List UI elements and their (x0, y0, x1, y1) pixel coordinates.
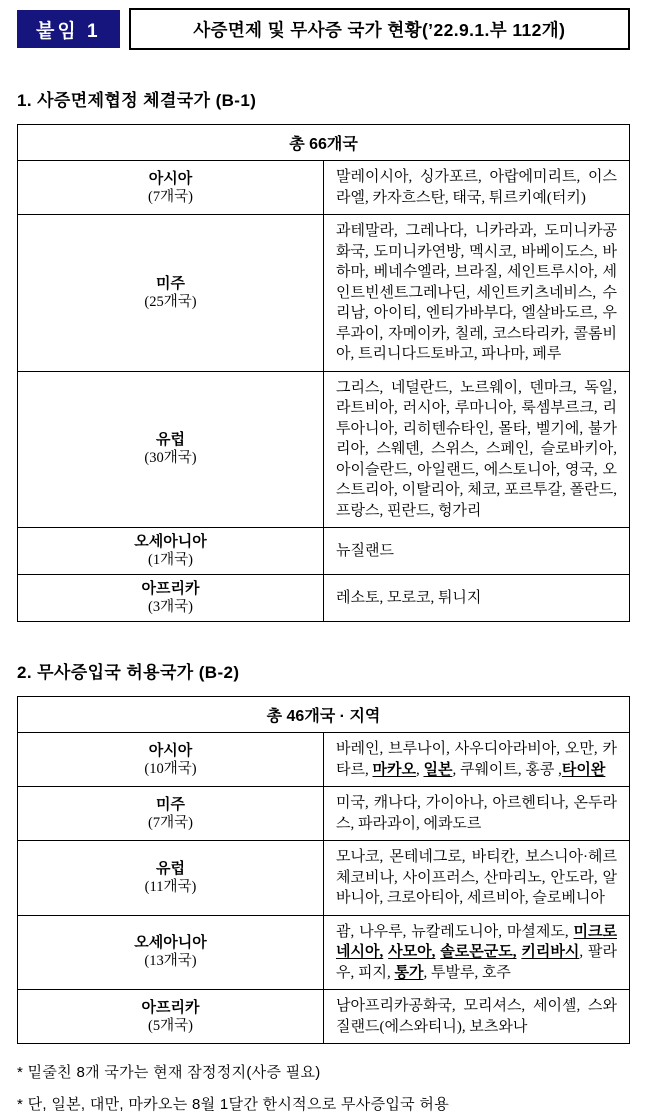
suspended-country: 솔로몬군도, (440, 944, 517, 960)
region-count: (7개국) (148, 188, 193, 205)
document-header (17, 8, 630, 50)
table-row (18, 787, 630, 841)
section (17, 658, 630, 1044)
region-cell (18, 990, 324, 1044)
table-row (18, 371, 630, 528)
table-row (18, 733, 630, 787)
country-text: , 팔라우, 피지, (336, 944, 617, 981)
region-name: 아프리카 (141, 580, 200, 597)
country-text: , 쿠웨이트, 홍콩 , (452, 761, 562, 778)
country-text: 그리스, 네덜란드, 노르웨이, 덴마크, 독일, 라트비아, 러시아, 루마니아, 룩셈부르크, 리투아니아, 리히텐슈타인, 몰타, 벨기에, 불가리아, 스웨덴, 스위스, 스페인, 슬로바키아, 아이슬란드, 아일랜드, 에스토니아, 영국, 오스트리아, 이탈리아, 체코, 포르투갈, 폴란드, 프랑스, 핀란드, 헝가리 (336, 379, 617, 519)
table-row (18, 528, 630, 575)
region-cell (18, 371, 324, 528)
table-header-row (18, 125, 630, 161)
country-text: 레소토, 모로코, 튀니지 (336, 589, 482, 606)
country-text: 남아프리카공화국, 모리셔스, 세이셸, 스와질랜드(에스와티니), 보츠와나 (336, 998, 617, 1035)
sections-container (17, 86, 630, 1044)
region-name: 미주 (156, 274, 185, 292)
suspended-country: 일본 (423, 761, 453, 778)
suspended-country: 사모아, (388, 944, 436, 960)
region-count: (25개국) (144, 293, 197, 310)
footnote: * 밑줄친 8개 국가는 현재 잠정정지(사증 필요) (17, 1064, 321, 1081)
country-text: , (415, 761, 424, 778)
suspended-country: 통가 (394, 964, 424, 981)
region-name: 미주 (156, 795, 185, 813)
region-count: (10개국) (144, 760, 197, 777)
region-count: (11개국) (144, 878, 197, 895)
region-count: (30개국) (144, 450, 197, 467)
table-row (18, 915, 630, 990)
table-row (18, 161, 630, 215)
footnotes (17, 1061, 630, 1114)
region-name: 오세아니아 (134, 533, 207, 550)
region-cell (18, 915, 324, 990)
country-table (17, 124, 630, 622)
section-heading: 1. 사증면제협정 체결국가 (B-1) (17, 91, 257, 110)
table-row (18, 575, 630, 622)
table-row (18, 841, 630, 916)
country-table (17, 696, 630, 1044)
suspended-country: 타이완 (561, 761, 606, 778)
countries-cell (324, 915, 630, 990)
table-row (18, 215, 630, 372)
region-cell (18, 528, 324, 575)
countries-cell (324, 841, 630, 916)
region-cell (18, 161, 324, 215)
suspended-country: 미크로네시아, (336, 923, 617, 960)
region-name: 유럽 (156, 431, 185, 449)
table-total-header: 총 46개국 · 지역 (18, 697, 630, 733)
countries-cell (324, 733, 630, 787)
suspended-country: 키리바시 (521, 944, 580, 960)
section-heading: 2. 무사증입국 허용국가 (B-2) (17, 663, 240, 682)
countries-cell (324, 575, 630, 622)
section (17, 86, 630, 622)
document-title: 사증면제 및 무사증 국가 현황(’22.9.1.부 112개) (129, 8, 630, 50)
region-name: 아시아 (148, 741, 193, 759)
countries-cell (324, 787, 630, 841)
region-cell (18, 787, 324, 841)
country-text: 모나코, 몬테네그로, 바티칸, 보스니아·헤르체코비나, 사이프러스, 산마리노, 안도라, 알바니아, 크로아티아, 세르비아, 슬로베니아 (336, 849, 617, 906)
table-header-row (18, 697, 630, 733)
footnote: * 단, 일본, 대만, 마카오는 8월 1달간 한시적으로 무사증입국 허용 (17, 1096, 449, 1113)
table-total-header: 총 66개국 (18, 125, 630, 161)
country-text: , 투발루, 호주 (423, 964, 511, 981)
countries-cell (324, 161, 630, 215)
region-count: (13개국) (144, 953, 197, 970)
country-text: 말레이시아, 싱가포르, 아랍에미리트, 이스라엘, 카자흐스탄, 태국, 튀르키예(터키) (336, 169, 617, 206)
region-cell (18, 215, 324, 372)
country-text: 과테말라, 그레나다, 니카라과, 도미니카공화국, 도미니카연방, 멕시코, 바베이도스, 바하마, 베네수엘라, 브라질, 세인트루시아, 세인트빈센트그레나딘, 세인트키츠네비스, 수리남, 아이티, 엔티가바부다, 엘살바도르, 우루과이, 자메이카, 칠레, 코스타리카, 콜롬비아, 트리니다드토바고, 파나마, 페루 (336, 223, 617, 362)
country-text: 바레인, 브루나이, 사우디아라비아, 오만, 카타르, (336, 741, 617, 778)
country-text: 미국, 캐나다, 가이아나, 아르헨티나, 온두라스, 파라과이, 에콰도르 (336, 795, 617, 832)
region-cell (18, 575, 324, 622)
region-name: 아프리카 (141, 998, 200, 1016)
countries-cell (324, 528, 630, 575)
countries-cell (324, 215, 630, 372)
country-text: 괌, 나우루, 뉴칼레도니아, 마셜제도, (336, 923, 574, 940)
region-count: (7개국) (148, 814, 193, 831)
country-text: 뉴질랜드 (336, 542, 394, 559)
region-name: 오세아니아 (134, 934, 207, 952)
countries-cell (324, 371, 630, 528)
region-count: (5개국) (148, 1017, 193, 1034)
suspended-country: 마카오 (372, 761, 416, 778)
countries-cell (324, 990, 630, 1044)
attachment-badge: 붙임 1 (17, 10, 120, 48)
region-count: (1개국) (148, 552, 193, 568)
region-count: (3개국) (148, 599, 193, 615)
region-cell (18, 733, 324, 787)
region-name: 유럽 (156, 859, 185, 877)
region-cell (18, 841, 324, 916)
region-name: 아시아 (148, 169, 193, 187)
table-row (18, 990, 630, 1044)
